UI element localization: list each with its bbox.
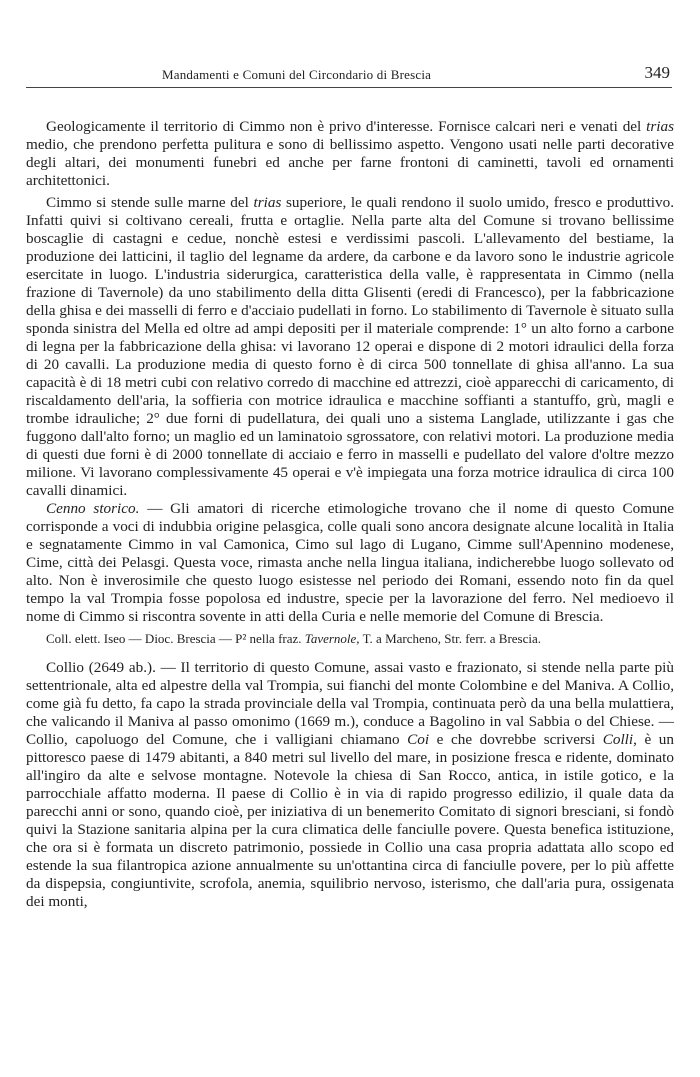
body-text	[26, 118, 674, 911]
paragraph-geology: Geologicamente il territorio di Cimmo non è privo d'interesse. Fornisce calcari neri e venati del trias medio, che prendono perfetta pulitura e sono di bellissimo aspetto. Vengono usati nelle parti decorative degli altari, dei monumenti funebri ed anche per farne frontoni di caminetti, tavoli ed ornamenti architettonici.	[26, 118, 674, 189]
book-page	[22, 0, 678, 910]
page-number: 349	[644, 63, 670, 82]
paragraph-economy: Cimmo si stende sulle marne del trias superiore, le quali rendono il suolo umido, fresco e produttivo. Infatti quivi si coltivano cereali, frutta e ortaglie. Nella parte alta del Comune si trovano bellissime boscaglie di castagni e cedue, nonchè estesi e verdissimi pascoli. L'allevamento del bestiame, la produzione dei latticini, il taglio del legname da ardere, da carbone e da lavoro sono le industrie agricole esercitate in luogo. L'industria siderurgica, caratteristica della valle, è rappresentata in Cimmo (nella frazione di Tavernole) da uno stabilimento della ditta Glisenti (eredi di Francesco), per la fabbricazione della ghisa e dei masselli di ferro e d'acciaio pudellati in forno. Lo stabilimento di Tavernole è situato sulla sponda sinistra del Mella ed oltre ad ampi depositi per il materiale comprende: 1° un alto forno a carbone di legna per la fabbricazione della ghisa: vi lavorano 12 operai e dispone di 2 motori idraulici della forza di 20 cavalli. La produzione media di questo forno è di circa 500 tonnellate di ghisa all'anno. La sua capacità è di 18 metri cubi con relativo corredo di macchine ed attrezzi, cioè apparecchi di caricamento, di riscaldamento dell'aria, la soffieria con motrice idraulica e macchine soffianti a stantuffo, grù, magli e trombe idrauliche; 2° due forni di pudellatura, dei quali uno a sistema Langlade, utilizzante i gas che fuggono dall'alto forno; un maglio ed un laminatoio sgrossatore, con relativi motori. La produzione media di questi due forni è di 2000 tonnellate di acciaio e ferro in masselli e pudellato del valore d'oltre mezzo milione. Vi lavorano complessivamente 45 operai e v'è impiegata una forza motrice idraulica di circa 100 cavalli dinamici.	[26, 194, 674, 499]
paragraph-collio: Collio (2649 ab.). — Il territorio di questo Comune, assai vasto e frazionato, si stende nella parte più settentrionale, alta ed alpestre della val Trompia, sui fianchi del monte Colombine e del Maniva. A Collio, come già fu detto, fa capo la strada provinciale della val Trompia, continuata però da una bella mulattiera, che valicando il Maniva al passo omonimo (1669 m.), conduce a Bagolino in val Sabbia o del Chiese. — Collio, capoluogo del Comune, che i valligiani chiamano Coi e che dovrebbe scriversi Colli, è un pittoresco paese di 1479 abitanti, a 840 metri sul livello del mare, in posizione fresca e ridente, dominato all'ingiro da alte e selvose montagne. Notevole la chiesa di San Rocco, antica, in istile gotico, e la parrocchiale affatto moderna. Il paese di Collio è in via di rapido progresso edilizio, il quale data da parecchi anni or sono, quando cioè, per iniziativa di un benemerito Comitato di signori bresciani, si fondò quivi la Stazione sanitaria alpina per la cura climatica delle fanciulle povere. Questa benefica istituzione, che ora si è formata un discreto patrimonio, possiede in Collio una casa propria adattata allo scopo ed estende la sua filantropica azione annualmente su un'ottantina circa di fanciulle povere, per lo più affette da dispepsia, congiuntivite, scrofola, anemia, squilibrio nervoso, isterismo, che dall'aria pura, ossigenata dei monti,	[26, 659, 674, 910]
running-head-title: Mandamenti e Comuni del Circondario di Brescia	[162, 67, 432, 82]
running-head	[22, 0, 678, 84]
header-rule	[26, 87, 672, 88]
paragraph-history: Cenno storico. — Gli amatori di ricerche etimologiche trovano che il nome di questo Comune corrisponde a voci di indubbia origine pelasgica, colle quali sono ancora designate alcune località in Italia e segnatamente Cimmo in val Camonica, Cimo sul lago di Lugano, Cimme sull'Apennino modenese, Cime, città dei Pelasgi. Questa voce, rimasta anche nella lingua italiana, indicherebbe luogo sollevato od alto. Non è inverosimile che questo luogo esistesse nel periodo dei Romani, essendo noto fin da quel tempo la val Trompia fosse popolosa ed industre, specie per la lavorazione del ferro. Nel medioevo il nome di Cimmo si riscontra sovente in atti della Curia e nelle memorie del Comune di Brescia.	[26, 500, 675, 625]
administrative-note: Coll. elett. Iseo — Dioc. Brescia — P² nella fraz. Tavernole, T. a Marcheno, Str. ferr. a Brescia.	[46, 631, 542, 646]
